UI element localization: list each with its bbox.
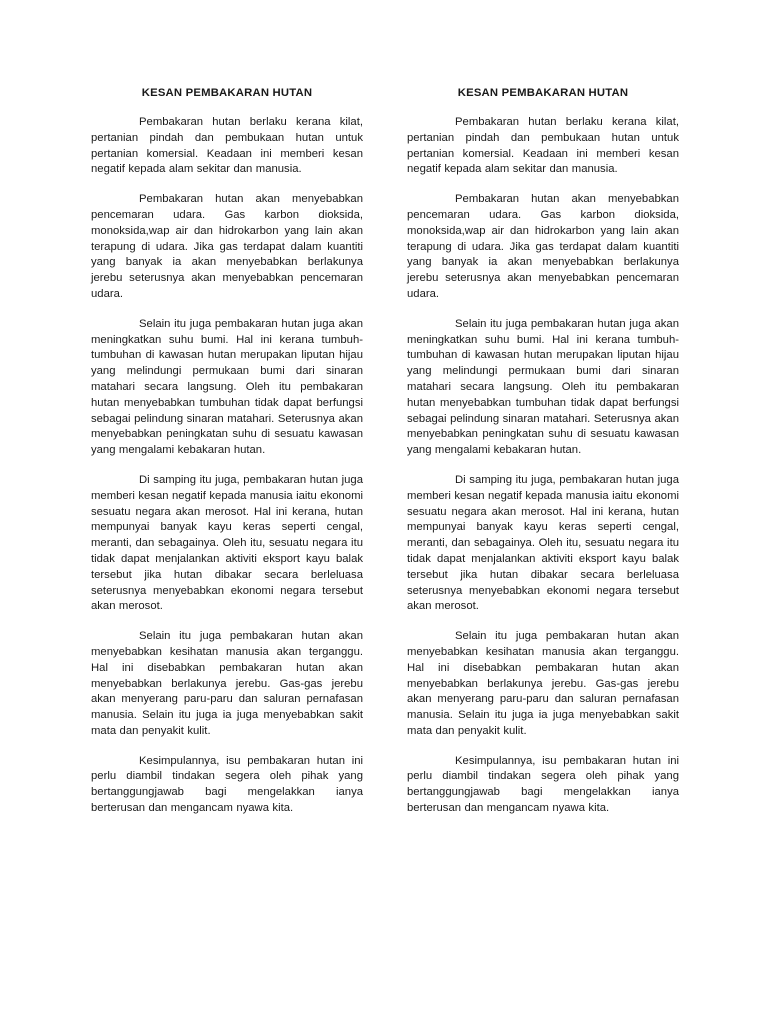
paragraph-temperature: Selain itu juga pembakaran hutan juga akan meningkatkan suhu bumi. Hal ini kerana tumbuh-tumbuhan di kawasan hutan merupakan liputan hijau yang melindungi permukaan bumi dari sinaran matahari secara langsung. Oleh itu pembakaran hutan menyebabkan tumbuhan tidak dapat berfungsi sebagai pelindung sinaran matahari. Seterusnya akan menyebabkan peningkatan suhu di sesuatu kawasan yang mengalami kebakaran hutan.: [91, 317, 363, 457]
paragraph-intro: Pembakaran hutan berlaku kerana kilat, pertanian pindah dan pembukaan hutan untuk pertanian komersial. Keadaan ini memberi kesan negatif kepada alam sekitar dan manusia.: [91, 116, 363, 176]
column-title: KESAN PEMBAKARAN HUTAN: [141, 87, 313, 99]
column-title: KESAN PEMBAKARAN HUTAN: [457, 87, 629, 99]
paragraph-economy: Di samping itu juga, pembakaran hutan juga memberi kesan negatif kepada manusia iaitu ekonomi sesuatu negara akan merosot. Hal ini kerana, hutan mempunyai banyak kayu keras seperti cengal, meranti, dan sebagainya. Oleh itu, sesuatu negara itu tidak dapat menjalankan aktiviti eksport kayu balak tersebut jika hutan dibakar secara berleluasa seterusnya menyebabkan ekonomi negara tersebut akan merosot.: [91, 473, 363, 613]
paragraph-health: Selain itu juga pembakaran hutan akan menyebabkan kesihatan manusia akan terganggu. Hal ini disebabkan pembakaran hutan akan menyebabkan berlakunya jerebu. Gas-gas jerebu akan menyerang paru-paru dan saluran pernafasan manusia. Selain itu juga ia juga menyebabkan sakit mata dan penyakit kulit.: [91, 630, 363, 737]
right-column: [407, 86, 679, 831]
paragraph-health: Selain itu juga pembakaran hutan akan menyebabkan kesihatan manusia akan terganggu. Hal ini disebabkan pembakaran hutan akan menyebabkan berlakunya jerebu. Gas-gas jerebu akan menyerang paru-paru dan saluran pernafasan manusia. Selain itu juga ia juga menyebabkan sakit mata dan penyakit kulit.: [407, 630, 679, 737]
left-column: [91, 86, 363, 831]
paragraph-conclusion: Kesimpulannya, isu pembakaran hutan ini perlu diambil tindakan segera oleh pihak yang bertanggungjawab bagi mengelakkan ianya berterusan dan mengancam nyawa kita.: [407, 754, 679, 815]
paragraph-conclusion: Kesimpulannya, isu pembakaran hutan ini perlu diambil tindakan segera oleh pihak yang bertanggungjawab bagi mengelakkan ianya berterusan dan mengancam nyawa kita.: [91, 754, 363, 815]
paragraph-intro: Pembakaran hutan berlaku kerana kilat, pertanian pindah dan pembukaan hutan untuk pertanian komersial. Keadaan ini memberi kesan negatif kepada alam sekitar dan manusia.: [407, 116, 679, 176]
paragraph-economy: Di samping itu juga, pembakaran hutan juga memberi kesan negatif kepada manusia iaitu ekonomi sesuatu negara akan merosot. Hal ini kerana, hutan mempunyai banyak kayu keras seperti cengal, meranti, dan sebagainya. Oleh itu, sesuatu negara itu tidak dapat menjalankan aktiviti eksport kayu balak tersebut jika hutan dibakar secara berleluasa seterusnya menyebabkan ekonomi negara tersebut akan merosot.: [407, 473, 679, 613]
paragraph-air-pollution: Pembakaran hutan akan menyebabkan pencemaran udara. Gas karbon dioksida, monoksida,wap air dan hidrokarbon yang lain akan terapung di udara. Jika gas terdapat dalam kuantiti yang banyak ia akan menyebabkan berlakunya jerebu seterusnya akan menyebabkan pencemaran udara.: [407, 193, 679, 300]
paragraph-air-pollution: Pembakaran hutan akan menyebabkan pencemaran udara. Gas karbon dioksida, monoksida,wap air dan hidrokarbon yang lain akan terapung di udara. Jika gas terdapat dalam kuantiti yang banyak ia akan menyebabkan berlakunya jerebu seterusnya akan menyebabkan pencemaran udara.: [91, 193, 363, 300]
paragraph-temperature: Selain itu juga pembakaran hutan juga akan meningkatkan suhu bumi. Hal ini kerana tumbuh-tumbuhan di kawasan hutan merupakan liputan hijau yang melindungi permukaan bumi dari sinaran matahari secara langsung. Oleh itu pembakaran hutan menyebabkan tumbuhan tidak dapat berfungsi sebagai pelindung sinaran matahari. Seterusnya akan menyebabkan peningkatan suhu di sesuatu kawasan yang mengalami kebakaran hutan.: [407, 317, 679, 457]
